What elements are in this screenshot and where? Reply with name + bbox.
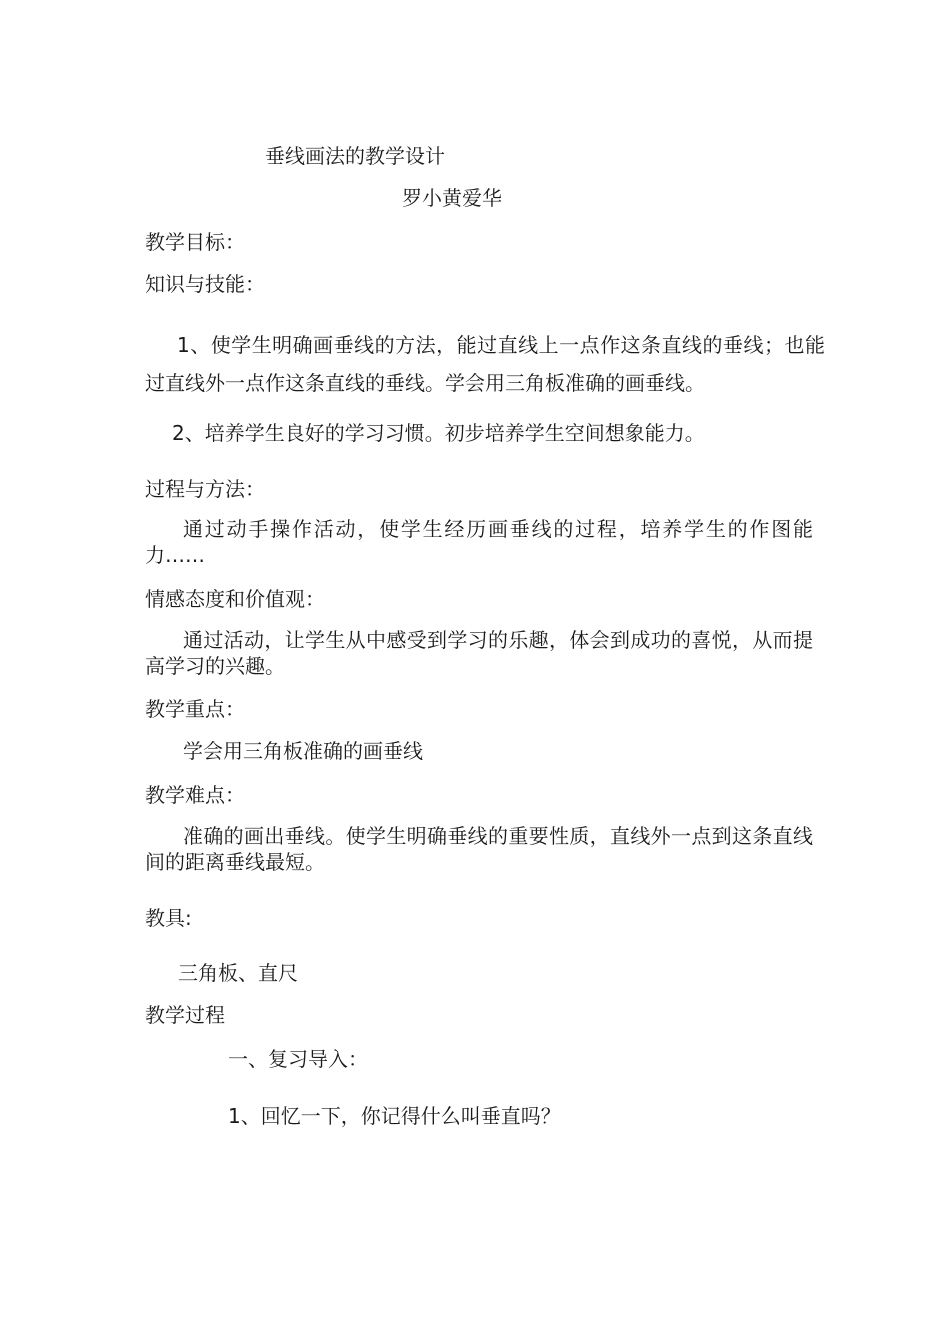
- section1-heading: 一、复习导入：: [228, 1047, 368, 1071]
- tools-heading: 教具:: [145, 906, 192, 930]
- document-author: 罗小黄爱华: [402, 186, 502, 210]
- emotion-heading: 情感态度和价值观：: [145, 587, 325, 611]
- difficulty-text: 准确的画出垂线。使学生明确垂线的重要性质，直线外一点到这条直线间的距离垂线最短。: [145, 824, 813, 874]
- knowledge-item-2: 2、培养学生良好的学习习惯。初步培养学生空间想象能力。: [172, 421, 705, 445]
- key-heading: 教学重点：: [145, 697, 245, 721]
- procedure-heading: 教学过程: [145, 1003, 225, 1027]
- process-text: 通过动手操作活动，使学生经历画垂线的过程，培养学生的作图能力……: [145, 517, 813, 567]
- key-text: 学会用三角板准确的画垂线: [183, 739, 423, 763]
- section1-item-1: 1、回忆一下，你记得什么叫垂直吗？: [228, 1104, 561, 1128]
- emotion-text: 通过活动，让学生从中感受到学习的乐趣，体会到成功的喜悦，从而提高学习的兴趣。: [145, 628, 813, 678]
- tools-text: 三角板、直尺: [178, 961, 298, 985]
- goal-heading: 教学目标：: [145, 230, 245, 254]
- difficulty-heading: 教学难点：: [145, 783, 245, 807]
- knowledge-item-1: 1、使学生明确画垂线的方法，能过直线上一点作这条直线的垂线；也能过直线外一点作这条直线的垂线。学会用三角板准确的画垂线。: [145, 333, 825, 395]
- knowledge-heading: 知识与技能：: [145, 272, 265, 296]
- document-title: 垂线画法的教学设计: [265, 144, 445, 168]
- process-heading: 过程与方法：: [145, 477, 265, 501]
